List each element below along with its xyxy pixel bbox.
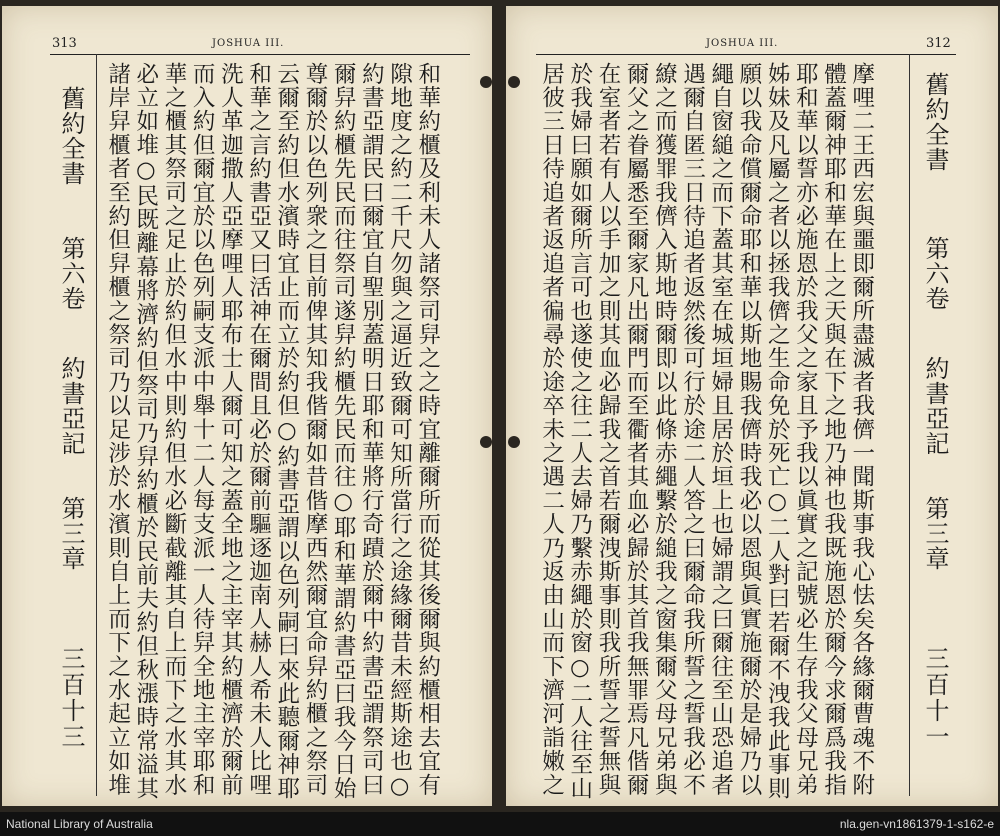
- left-text-before-chapter: 和華約櫃及利未人諸祭司舁之之時宜離爾所而從其後爾與約櫃相去宜有隙地度之約二千尺勿與之逼近致爾可知所當行之途緣爾昔未經斯途也○約書亞謂民曰爾宜自聖別蓋明日耶和華將行奇蹟於爾中約書亞謂祭司曰爾舁約櫃先民而往祭司遂舁約櫃先民而往○耶和華謂約書亞曰我今日始尊爾於以色列衆之目前俾其知我偕爾如昔偕摩西然爾宜命舁約櫃之祭司云爾至約但水濱時宜止而立於約但○約書亞謂以色列嗣曰來此聽爾神耶和華之言約書亞又曰活神在爾間且必於爾前驅逐迦南人赫人希未人比哩洗人革迦撒人亞摩哩人耶布士人爾可知之蓋全地之主宰其約櫃濟於爾前而入約但爾宜於以色列嗣支派中舉十二人每支派一人待舁全地主宰耶和華之櫃其祭司之足止於約但水中則約但水必斷截離其自上而下之水其水必立如堆○民既離幕將濟約但祭司乃舁約櫃於民前夫約但秋漲時常溢其諸岸舁櫃者至約但舁櫃之祭司乃以足涉於水濱則自上而下之水起立如堆: [104, 62, 441, 801]
- right-binding-hole-1: [508, 76, 520, 88]
- right-folio: 三百十一: [921, 646, 949, 750]
- right-top-rule: [536, 54, 956, 55]
- right-running-head: JOSHUA III.: [706, 38, 779, 49]
- left-binding-hole-1: [480, 76, 492, 88]
- right-margin-book-name: 約書亞記: [921, 356, 949, 456]
- footer-identifier: nla.gen-vn1861379-1-s162-e: [839, 817, 994, 831]
- right-body-text: [538, 62, 904, 802]
- right-margin-chapter: 第三章: [921, 496, 949, 571]
- left-page-number: 313: [52, 36, 77, 51]
- left-margin-book-name: 約書亞記: [57, 356, 85, 456]
- right-margin-rule: [909, 54, 910, 796]
- left-page-header: [2, 36, 492, 52]
- left-binding-hole-2: [480, 436, 492, 448]
- library-footer: [0, 812, 1000, 836]
- right-margin-volume: 第六卷: [921, 236, 949, 311]
- right-page-number: 312: [926, 36, 951, 51]
- right-page-header: [506, 36, 998, 52]
- right-margin-book-title: 舊約全書: [921, 72, 949, 172]
- right-binding-hole-2: [508, 436, 520, 448]
- left-margin-rule: [96, 54, 97, 796]
- right-text-before-chapter: 摩哩二王西宏與噩即爾所盡滅者我儕一聞斯事我心怯矣各緣爾曹魂不附體蓋爾神耶和華在上之天與在下之地乃神也我既施恩於爾今求爾爲我指耶和華以誓亦必施恩於我父之家且予我以眞實之記號必生存我父母兄弟姊妹及凡屬之者以拯我儕之生命免於死亡○二人對曰若爾不洩我此事則願以我命償爾命耶和華以斯地賜我儕時我必以恩與眞實施爾於是婦乃以繩自窗縋之而下蓋其室在城垣婦且居於垣上也婦謂之曰爾往至山恐追者遇爾自匿三日待追者返然後可行於途二人答之曰爾命我所誓之誓我必不繚之而獲罪我儕入斯地時爾即以此條赤繩繫於縋我之窗集爾父母兄弟與爾父之眷屬悉至爾家凡出爾門而至衢者其血必歸於其首我無罪焉凡偕爾在室者若有人以手加之則其血必歸我之首若爾洩斯事則我所誓之誓無與於我婦曰願如爾所言可也遂使之往二人去婦乃繫赤繩於窗○二人往至山居彼三日待追者返追者徧尋於途卒未之遇二人乃返由山而下濟河詣嫩之: [538, 62, 875, 801]
- left-margin-volume: 第六卷: [57, 236, 85, 311]
- left-margin-chapter: 第三章: [57, 496, 85, 571]
- footer-institution: National Library of Australia: [6, 817, 153, 831]
- left-page: [2, 6, 492, 806]
- left-top-rule: [50, 54, 470, 55]
- right-page: [506, 6, 998, 806]
- left-body-text: [104, 62, 470, 802]
- left-folio: 三百十三: [57, 646, 85, 750]
- left-running-head: JOSHUA III.: [212, 38, 285, 49]
- left-margin-book-title: 舊約全書: [57, 86, 85, 186]
